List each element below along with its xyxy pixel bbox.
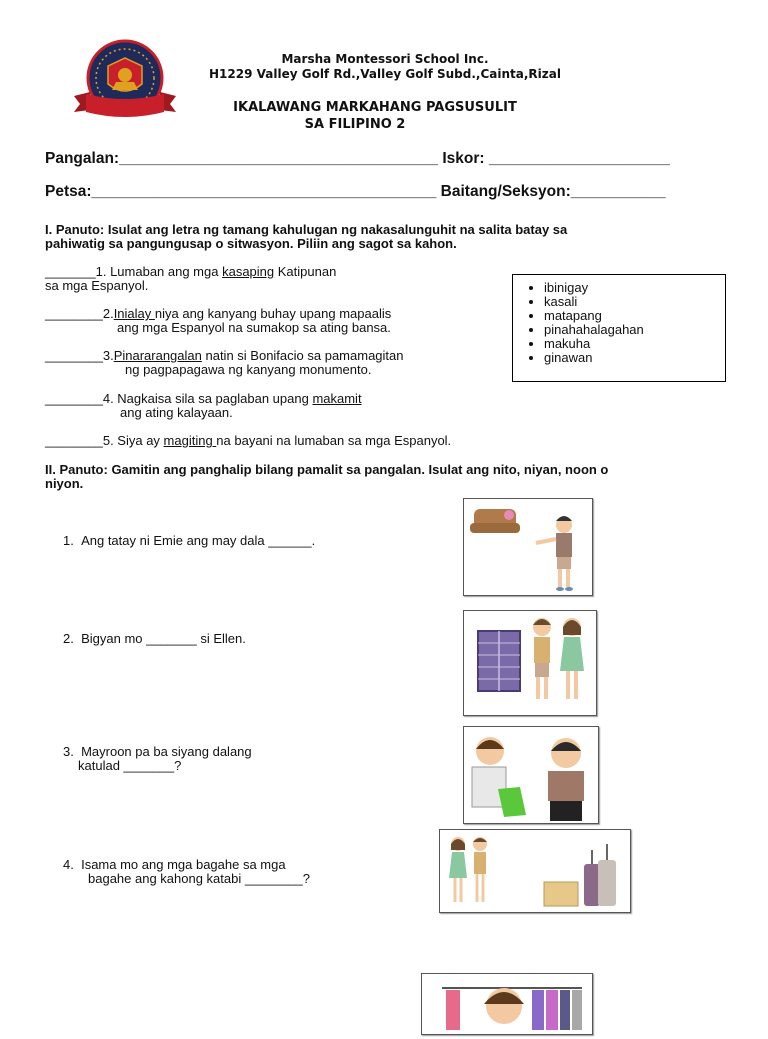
item-2-word: Inialay	[113, 306, 155, 321]
choice-item: • makuha	[544, 337, 725, 351]
item-number: 2.	[63, 631, 74, 646]
item-3-text: ________3.	[45, 348, 114, 363]
item-2-line2: ang mga Espanyol na sumakop sa ating bansa.	[117, 320, 391, 335]
picture-boys-shirt	[463, 726, 599, 824]
score-blank[interactable]: _____________________	[488, 150, 670, 167]
score-label: Iskor:	[442, 150, 485, 167]
date-field[interactable]	[45, 183, 666, 201]
picture-clothes-rack	[421, 973, 593, 1035]
name-blank[interactable]: _____________________________________	[119, 150, 439, 167]
choice-item: • ibinigay	[544, 281, 725, 295]
part2-item-3	[63, 745, 252, 773]
part1-item-2	[45, 307, 391, 335]
item-3-line2: ng pagpapagawa ng kanyang monumento.	[125, 362, 372, 377]
part1-item-1	[45, 265, 336, 293]
date-label: Petsa:	[45, 183, 92, 200]
part2-instruction	[45, 463, 745, 491]
item-1-text: _______1. Lumaban ang mga	[45, 264, 223, 279]
school-address: H1229 Valley Golf Rd.,Valley Golf Subd.,Cainta,Rizal	[209, 67, 561, 81]
school-name: Marsha Montessori School Inc.	[281, 52, 489, 66]
picture-father-sofa	[463, 498, 593, 596]
date-blank[interactable]: ________________________________________	[91, 183, 437, 200]
item-5-word: magiting	[163, 433, 217, 448]
choice-item: • kasali	[544, 295, 725, 309]
item-text: Mayroon pa ba siyang dalang	[81, 744, 252, 759]
item-text-line2: bagahe ang kahong katabi ________?	[88, 871, 310, 886]
item-1-text-post: Katipunan	[274, 264, 337, 279]
exam-title-line2: SA FILIPINO 2	[304, 117, 406, 132]
item-number: 3.	[63, 744, 74, 759]
item-4-word: makamit	[312, 391, 362, 406]
name-label: Pangalan:	[45, 150, 120, 167]
part2-item-4	[63, 858, 310, 886]
part1-item-5	[45, 434, 451, 448]
item-text: Isama mo ang mga bagahe sa mga	[81, 857, 286, 872]
part1-instruction	[45, 223, 745, 251]
picture-luggage	[439, 829, 631, 913]
picture-children-window	[463, 610, 597, 716]
item-4-text: ________4. Nagkaisa sila sa paglaban upang	[45, 391, 313, 406]
part1-item-4	[45, 392, 362, 420]
exam-title-line1: IKALAWANG MARKAHANG PAGSUSULIT	[233, 100, 517, 115]
item-text-line2: katulad _______?	[78, 758, 182, 773]
item-3-word: Pinararangalan	[113, 348, 202, 363]
part2-item-2	[63, 632, 246, 646]
part1-instruction-line1: I. Panuto: Isulat ang letra ng tamang kahulugan ng nakasalunguhit na salita batay sa	[45, 222, 568, 237]
item-3-text-post: natin si Bonifacio sa pamamagitan	[201, 348, 404, 363]
item-4-line2: ang ating kalayaan.	[120, 405, 233, 420]
choice-item: • matapang	[544, 309, 725, 323]
grade-blank[interactable]: ___________	[570, 183, 666, 200]
part1-item-3	[45, 349, 404, 377]
choice-item: • ginawan	[544, 351, 725, 365]
choice-item: • pinahahalagahan	[544, 323, 725, 337]
item-text: Ang tatay ni Emie ang may dala ______.	[81, 533, 316, 548]
part2-instruction-line1: II. Panuto: Gamitin ang panghalip bilang pamalit sa pangalan. Isulat ang nito, niyan, noon o	[45, 462, 609, 477]
part2-item-1	[63, 534, 315, 548]
item-1-word: kasaping	[222, 264, 275, 279]
item-2-text-post: niya ang kanyang buhay upang mapaalis	[154, 306, 392, 321]
item-1-line2: sa mga Espanyol.	[45, 278, 149, 293]
grade-label: Baitang/Seksyon:	[440, 183, 571, 200]
item-5-text: ________5. Siya ay	[45, 433, 164, 448]
choices-list	[513, 281, 725, 365]
part2-instruction-line2: niyon.	[45, 476, 84, 491]
item-number: 1.	[63, 533, 74, 548]
item-2-text: ________2.	[45, 306, 114, 321]
item-5-text-post: na bayani na lumaban sa mga Espanyol.	[216, 433, 452, 448]
name-field[interactable]	[45, 150, 670, 168]
item-text: Bigyan mo _______ si Ellen.	[81, 631, 246, 646]
choices-box	[512, 274, 726, 382]
item-number: 4.	[63, 857, 74, 872]
part1-instruction-line2: pahiwatig sa pangungusap o sitwasyon. Piliin ang sagot sa kahon.	[45, 236, 457, 251]
